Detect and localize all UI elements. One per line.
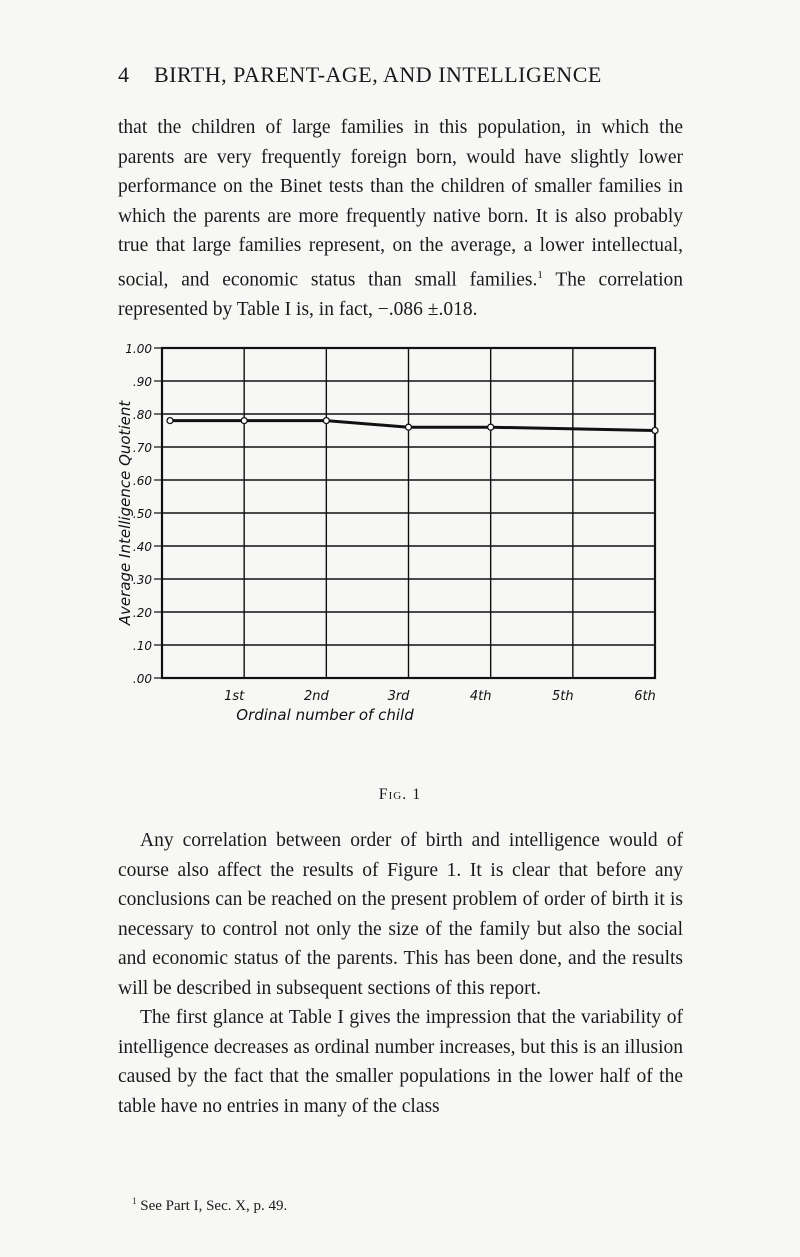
data-point [323,418,329,424]
x-tick-label: 6th [634,689,656,704]
paragraph-1-text-after: The correlation represented by Table I is, in fact, −.086 ±.018. [118,269,684,320]
data-point [241,418,247,424]
x-tick-label: 1st [224,689,245,704]
paragraph-2-p1: Any correlation between order of birth and intelligence would of course also affect the results of Figure 1. It is clear that before any conclusions can be reached on the present problem of order of birth it is necessary to control not only the size of the family but also the social and economic status of the parents. This has been done, and the results will be described in subsequent sections of this report. [118,830,683,999]
paragraph-1-text: that the children of large families in this population, in which the parents are very frequently foreign born, would have slightly lower performance on the Binet tests than the children of smaller families in which the parents are more frequently native born. It is also probably true that large families represent, on the average, a lower intellectual, social, and economic status than small families. [118,117,683,290]
y-tick-label: .10 [132,639,152,653]
paragraph-2-p2: The first glance at Table I gives the impression that the variability of intelligence decreases as ordinal number increases, but this is an illusion caused by the fact that the smaller populations in the lower half of the table have no entries in many of the class [118,1007,683,1117]
y-tick-label: .50 [132,507,152,521]
data-point [406,424,412,430]
footnote-mark: 1 [132,1196,137,1206]
x-tick-label: 5th [552,689,574,704]
y-tick-label: .70 [132,441,152,455]
running-title: BIRTH, PARENT-AGE, AND INTELLIGENCE [154,62,602,87]
data-point [488,424,494,430]
paragraph-2 [118,826,683,1121]
paragraph-1 [118,113,683,324]
x-tick-label: 4th [469,689,492,704]
x-tick-label: 2nd [303,689,329,704]
y-axis-label: Average Intelligence Quotient [116,400,134,626]
y-tick-label: .90 [132,375,152,389]
running-header [118,62,698,88]
line-chart [116,340,680,770]
footnote-ref: 1 [537,268,543,281]
y-tick-label: .80 [132,408,152,422]
y-tick-label: 1.00 [125,342,152,356]
footnote-text: See Part I, Sec. X, p. 49. [136,1198,288,1214]
x-axis-label: Ordinal number of child [236,706,414,724]
y-tick-label: .20 [132,606,152,620]
figure-caption: Fig. 1 [378,786,422,803]
y-tick-label: .00 [132,672,152,686]
x-tick-label: 3rd [387,689,410,704]
data-point [652,428,658,434]
y-tick-label: .30 [132,573,152,587]
figure-1 [116,340,680,770]
footnote [132,1196,692,1215]
data-point [167,418,173,424]
y-tick-label: .40 [132,540,152,554]
page-number: 4 [118,62,130,87]
y-tick-label: .60 [132,474,152,488]
